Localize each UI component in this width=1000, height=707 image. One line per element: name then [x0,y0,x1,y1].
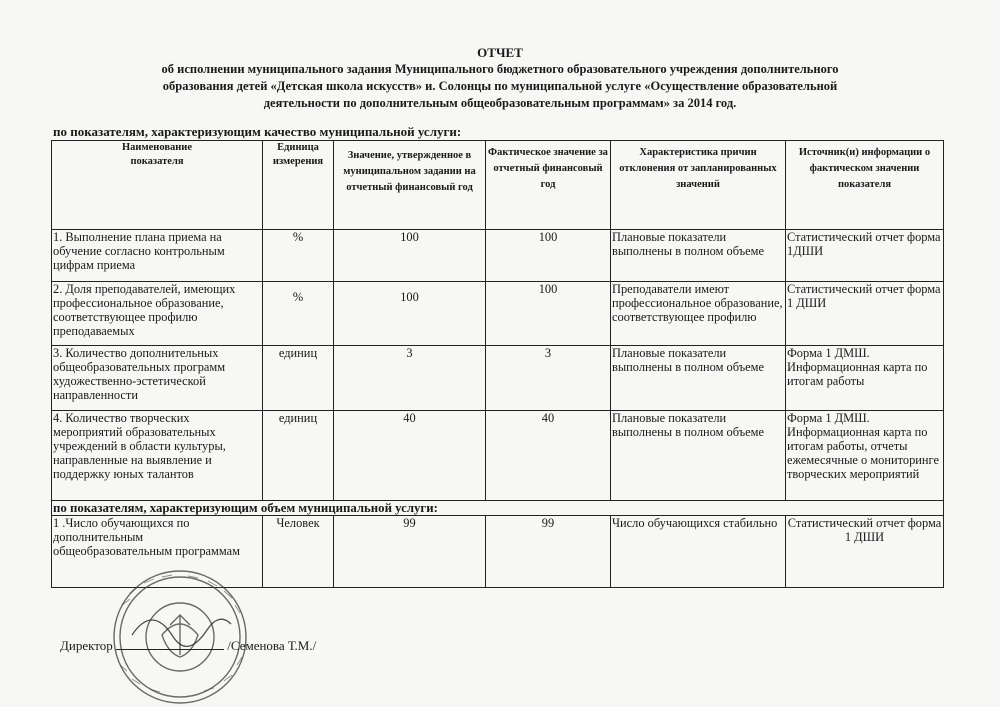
col-header-unit [263,141,334,230]
report-subtitle-line-3: деятельности по дополнительным общеобразовательным программам» за 2014 год. [263,96,737,110]
signature-name: /Семенова Т.М./ [227,638,317,653]
col-header-name-line-2: показателя [130,156,184,167]
cell-unit: единиц [263,346,334,411]
report-subtitle-line-1: об исполнении муниципального задания Муниципального бюджетного образовательного учреждения дополнительного [161,62,839,76]
cell-source: Статистический отчет форма 1 ДШИ [786,516,944,588]
signature-line [60,637,316,654]
cell-actual: 100 [486,230,611,282]
report-title-block [100,44,900,112]
table-row [52,230,944,282]
report-title: ОТЧЕТ [477,45,523,60]
cell-approved: 100 [334,230,486,282]
cell-source: Статистический отчет форма 1ДШИ [786,230,944,282]
cell-reason: Число обучающихся стабильно [611,516,786,588]
cell-unit: единиц [263,411,334,501]
cell-reason: Плановые показатели выполнены в полном объеме [611,411,786,501]
cell-approved: 100 [334,282,486,346]
official-stamp-icon [92,565,272,705]
cell-source: Форма 1 ДМШ. Информационная карта по итогам работы, отчеты ежемесячные о мониторинге творческих мероприятий [786,411,944,501]
cell-reason: Плановые показатели выполнены в полном объеме [611,346,786,411]
cell-source: Форма 1 ДМШ. Информационная карта по итогам работы [786,346,944,411]
cell-unit: % [263,230,334,282]
cell-unit: Человек [263,516,334,588]
cell-indicator-name: 3. Количество дополнительных общеобразовательных программ художественно-эстетической направленности [52,346,263,411]
cell-reason: Преподаватели имеют профессиональное образование, соответствующее профилю [611,282,786,346]
cell-indicator-name: 4. Количество творческих мероприятий образовательных учреждений в области культуры, направленные на выявление и поддержку юных талантов [52,411,263,501]
signature-underline [116,637,224,650]
cell-indicator-name: 2. Доля преподавателей, имеющих профессиональное образование, соответствующее профилю преподаваемых [52,282,263,346]
col-header-name-line-1: Наименование [122,142,192,153]
cell-indicator-name: 1. Выполнение плана приема на обучение согласно контрольным цифрам приема [52,230,263,282]
report-subtitle-line-2: образования детей «Детская школа искусств» и. Солонцы по муниципальной услуге «Осуществление образовательной [162,79,838,93]
cell-approved: 3 [334,346,486,411]
cell-actual: 3 [486,346,611,411]
cell-actual: 99 [486,516,611,588]
section-volume-row [52,501,944,516]
col-header-unit-line-2: измерения [272,156,324,167]
col-header-name [52,141,263,230]
cell-reason: Плановые показатели выполнены в полном объеме [611,230,786,282]
col-header-unit-line-1: Единица [277,142,319,153]
col-header-source: Источник(и) информации о фактическом значении показателя [786,141,944,230]
col-header-actual: Фактическое значение за отчетный финансовый год [486,141,611,230]
cell-approved: 99 [334,516,486,588]
section-volume-label: по показателям, характеризующим объем муниципальной услуги: [52,501,944,516]
cell-approved: 40 [334,411,486,501]
table-row [52,282,944,346]
cell-unit: % [263,282,334,346]
cell-actual: 40 [486,411,611,501]
cell-source: Статистический отчет форма 1 ДШИ [786,282,944,346]
signature-role: Директор [60,638,113,653]
report-table [51,140,944,588]
cell-indicator-name: 1 .Число обучающихся по дополнительным общеобразовательным программам [52,516,263,588]
col-header-reasons: Характеристика причин отклонения от запланированных значений [611,141,786,230]
table-header-row [52,141,944,230]
table-row [52,411,944,501]
cell-actual: 100 [486,282,611,346]
section-quality-label: по показателям, характеризующим качество муниципальной услуги: [53,124,462,139]
table-row [52,346,944,411]
col-header-approved: Значение, утвержденное в муниципальном задании на отчетный финансовый год [334,141,486,230]
